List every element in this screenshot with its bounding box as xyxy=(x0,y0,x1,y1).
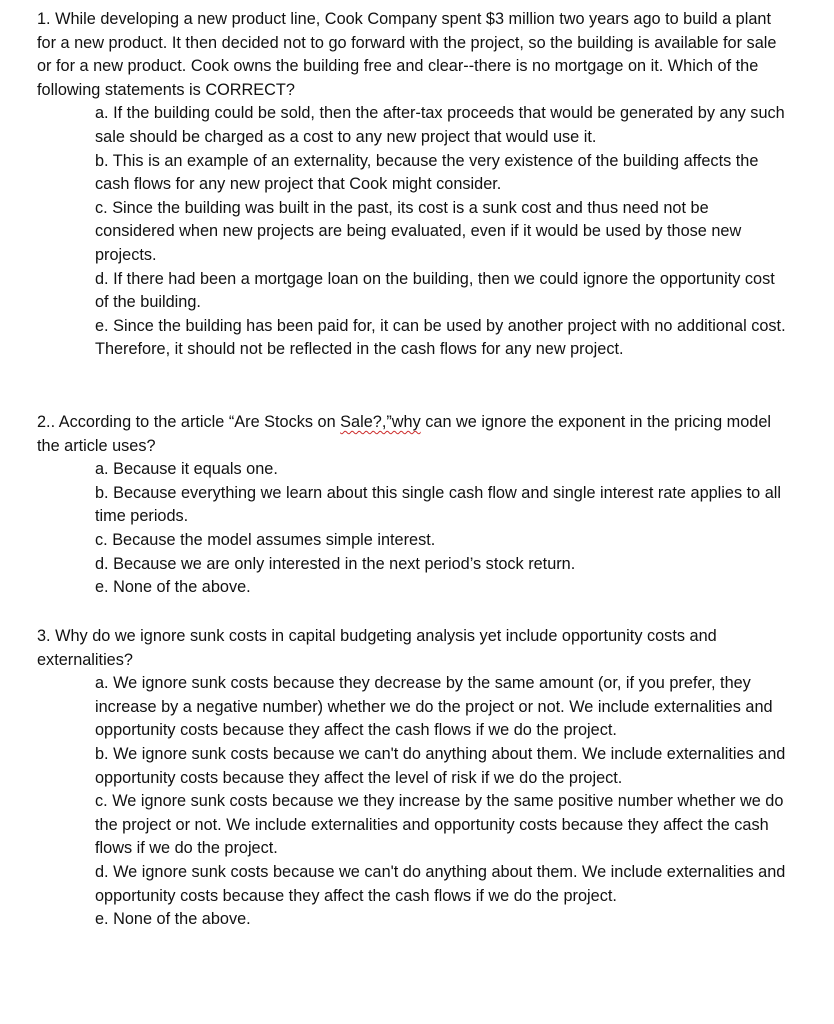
question-1-option-a: a. If the building could be sold, then the after-tax proceeds that would be generated by any such sale should be charged as a cost to any new project that would use it. xyxy=(95,104,785,146)
question-2-stem-end: can we ignore the exponent in the pricing model the article uses? xyxy=(37,413,771,455)
question-1-options xyxy=(37,102,793,362)
question-1 xyxy=(37,8,793,362)
question-2 xyxy=(37,411,793,600)
question-2-option-d: d. Because we are only interested in the next period’s stock return. xyxy=(95,554,576,573)
question-1-option-b: b. This is an example of an externality, because the very existence of the building affects the cash flows for any new project that Cook might consider. xyxy=(95,151,759,194)
question-3-stem: 3. Why do we ignore sunk costs in capital budgeting analysis yet include opportunity costs and externalities? xyxy=(37,627,717,669)
question-3-option-d: d. We ignore sunk costs because we can't do anything about them. We include externalities and opportunity costs because they affect the cash flows if we do the project. xyxy=(95,862,786,905)
question-2-option-a: a. Because it equals one. xyxy=(95,460,278,479)
question-1-option-e: e. Since the building has been paid for, it can be used by another project with no additional cost. Therefore, it should not be reflected in the cash flows for any new project. xyxy=(95,316,786,359)
question-3-option-b: b. We ignore sunk costs because we can't do anything about them. We include externalities and opportunity costs because they affect the level of risk if we do the project. xyxy=(95,744,786,787)
question-1-option-d: d. If there had been a mortgage loan on the building, then we could ignore the opportunity cost of the building. xyxy=(95,269,775,312)
question-1-stem: 1. While developing a new product line, Cook Company spent $3 million two years ago to build a plant for a new product. It then decided not to go forward with the project, so the building is available for sale or for a new product. Cook owns the building free and clear--there is no mortgage on it. Which of the following statements is CORRECT? xyxy=(37,10,777,99)
question-2-stem xyxy=(37,411,793,458)
question-2-options xyxy=(37,458,793,600)
question-3 xyxy=(37,625,793,932)
question-2-option-e: e. None of the above. xyxy=(95,578,251,597)
question-3-options xyxy=(37,672,793,932)
question-2-option-c: c. Because the model assumes simple interest. xyxy=(95,530,436,549)
question-2-option-b: b. Because everything we learn about this single cash flow and single interest rate applies to all time periods. xyxy=(95,483,782,526)
question-3-option-a: a. We ignore sunk costs because they decrease by the same amount (or, if you prefer, they increase by a negative number) whether we do the project or not. We include externalities and opportunity costs because they affect the cash flows if we do the project. xyxy=(95,674,773,740)
question-2-stem-start: 2.. According to the article “Are Stocks on xyxy=(37,413,341,431)
question-3-option-c: c. We ignore sunk costs because we they increase by the same positive number whether we do the project or not. We include externalities and opportunity costs because they affect the cash flows if we do the project. xyxy=(95,792,784,858)
question-1-option-c: c. Since the building was built in the past, its cost is a sunk cost and thus need not be considered when new projects are being evaluated, even if it would be used by those new projects. xyxy=(95,198,742,264)
question-3-option-e: e. None of the above. xyxy=(95,910,251,929)
spellcheck-flagged-text[interactable]: Sale?,”why xyxy=(340,413,421,431)
